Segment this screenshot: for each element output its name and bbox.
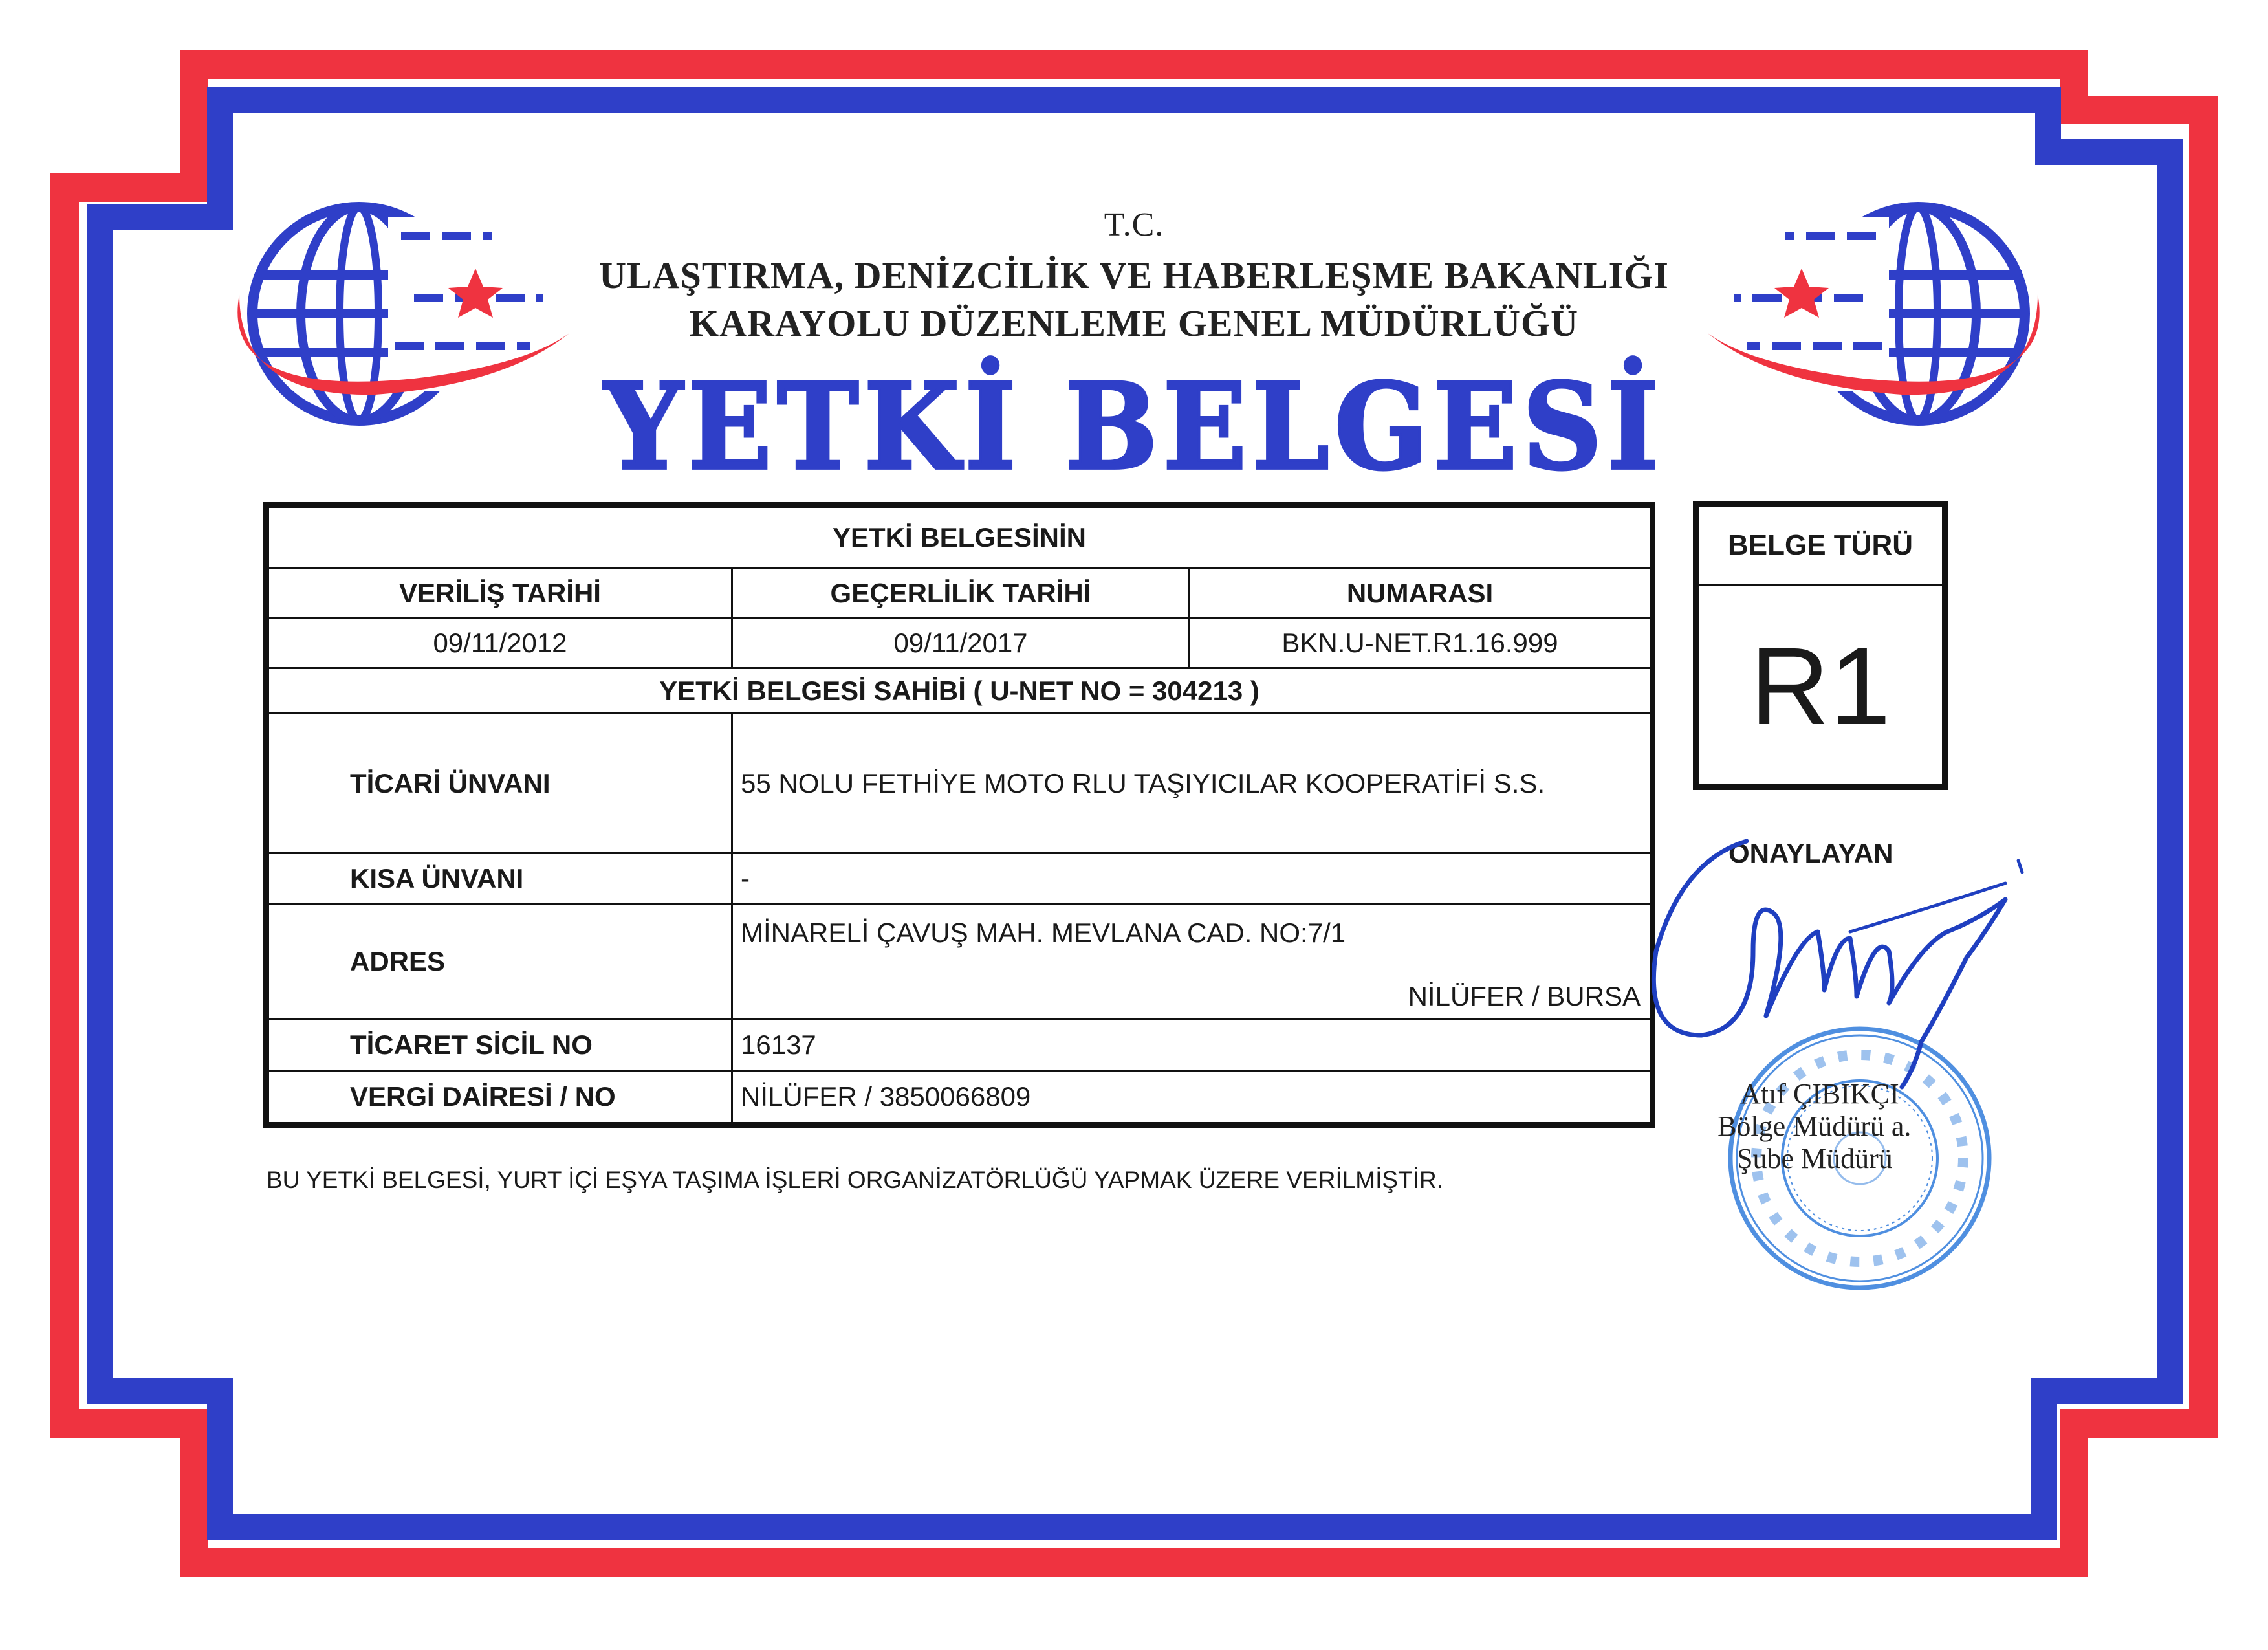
short-name-value: -: [732, 853, 1653, 904]
document-title: YETKİ BELGESİ: [604, 357, 1664, 497]
tax-office-value: NİLÜFER / 3850066809: [732, 1071, 1653, 1125]
short-name-label: KISA ÜNVANI: [267, 853, 732, 904]
validity-date-header: GEÇERLİLİK TARİHİ: [732, 569, 1190, 618]
country-heading: T.C.: [1104, 206, 1164, 243]
address-line-2: NİLÜFER / BURSA: [1408, 981, 1641, 1011]
signer-title-2: Şube Müdürü: [1737, 1143, 1893, 1174]
certificate-number-value: BKN.U-NET.R1.16.999: [1190, 618, 1653, 668]
document-type-value: R1: [1750, 625, 1891, 748]
directorate-heading: KARAYOLU DÜZENLEME GENEL MÜDÜRLÜĞÜ: [689, 302, 1579, 344]
issue-date-value: 09/11/2012: [267, 618, 732, 668]
holder-title: YETKİ BELGESİ SAHİBİ ( U-NET NO = 304213 ): [267, 668, 1653, 714]
address-value: [732, 904, 1653, 1019]
certificate-note: BU YETKİ BELGESİ, YURT İÇİ EŞYA TAŞIMA İŞLERİ ORGANİZATÖRLÜĞÜ YAPMAK ÜZERE VERİLMİŞTİR.: [267, 1167, 1443, 1193]
certificate-table: [263, 502, 1655, 1128]
approval-label: ONAYLAYAN: [1728, 838, 1893, 868]
validity-date-value: 09/11/2017: [732, 618, 1190, 668]
trade-name-value: 55 NOLU FETHİYE MOTO RLU TAŞIYICILAR KOOPERATİFİ S.S.: [732, 714, 1653, 853]
tax-office-label: VERGİ DAİRESİ / NO: [267, 1071, 732, 1125]
document-type-box: [1693, 501, 1948, 790]
issue-date-header: VERİLİŞ TARİHİ: [267, 569, 732, 618]
number-header: NUMARASI: [1190, 569, 1653, 618]
signer-name: Atıf ÇIBIKÇI: [1740, 1078, 1899, 1110]
document-type-label: BELGE TÜRÜ: [1699, 507, 1942, 586]
section-title: YETKİ BELGESİNİN: [267, 505, 1653, 569]
address-line-1: MİNARELİ ÇAVUŞ MAH. MEVLANA CAD. NO:7/1: [741, 918, 1346, 948]
trade-registry-value: 16137: [732, 1019, 1653, 1071]
trade-name-label: TİCARİ ÜNVANI: [267, 714, 732, 853]
ministry-heading: ULAŞTIRMA, DENİZCİLİK VE HABERLEŞME BAKANLIĞI: [599, 254, 1669, 296]
signer-title-1: Bölge Müdürü a.: [1717, 1110, 1912, 1142]
address-label: ADRES: [267, 904, 732, 1019]
trade-registry-label: TİCARET SİCİL NO: [267, 1019, 732, 1071]
signature: [1643, 822, 2044, 1094]
